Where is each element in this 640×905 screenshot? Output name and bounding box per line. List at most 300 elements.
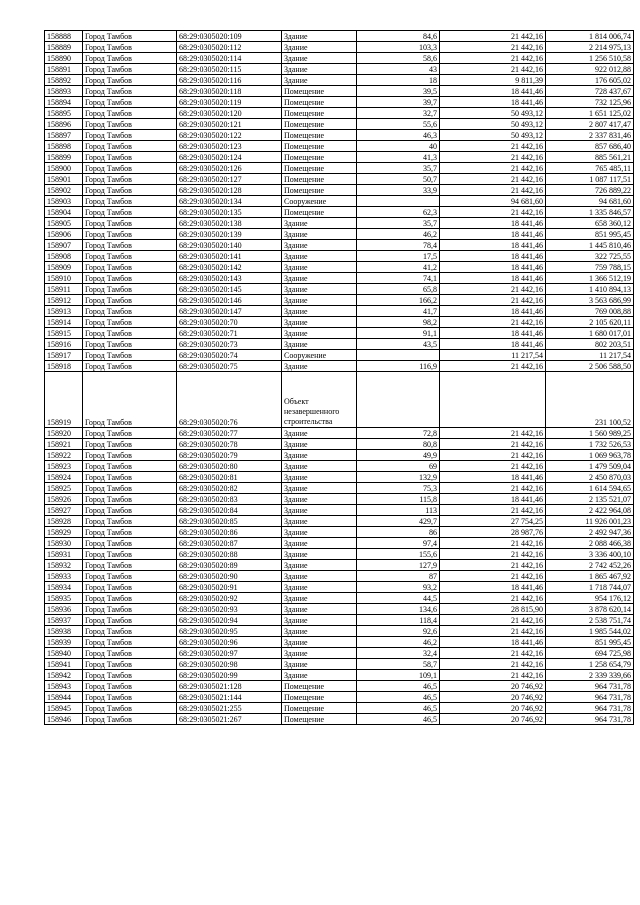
row-number: 158892 <box>45 75 83 86</box>
city-cell: Город Тамбов <box>83 505 177 516</box>
cadastral-value-cell: 802 203,51 <box>546 339 634 350</box>
area-cell: 115,8 <box>357 494 440 505</box>
object-type-cell: Помещение <box>282 703 357 714</box>
unit-price-cell: 21 442,16 <box>440 626 546 637</box>
cadastral-number-cell: 68:29:0305020:135 <box>177 207 282 218</box>
unit-price-cell: 21 442,16 <box>440 207 546 218</box>
cadastral-number-cell: 68:29:0305020:109 <box>177 31 282 42</box>
object-type-cell: Здание <box>282 339 357 350</box>
row-number: 158919 <box>45 372 83 428</box>
unit-price-cell: 21 442,16 <box>440 670 546 681</box>
object-type-cell: Здание <box>282 604 357 615</box>
table-body <box>45 31 634 725</box>
city-cell: Город Тамбов <box>83 571 177 582</box>
table-row <box>45 64 634 75</box>
unit-price-cell: 18 441,46 <box>440 637 546 648</box>
cadastral-value-cell: 3 563 686,99 <box>546 295 634 306</box>
row-number: 158923 <box>45 461 83 472</box>
row-number: 158912 <box>45 295 83 306</box>
table-row <box>45 494 634 505</box>
cadastral-value-cell: 1 732 526,53 <box>546 439 634 450</box>
table-row <box>45 670 634 681</box>
city-cell: Город Тамбов <box>83 163 177 174</box>
cadastral-number-cell: 68:29:0305020:126 <box>177 163 282 174</box>
object-type-cell: Помещение <box>282 692 357 703</box>
object-type-cell: Здание <box>282 461 357 472</box>
cadastral-number-cell: 68:29:0305020:71 <box>177 328 282 339</box>
row-number: 158911 <box>45 284 83 295</box>
object-type-cell: Здание <box>282 571 357 582</box>
city-cell: Город Тамбов <box>83 130 177 141</box>
unit-price-cell: 21 442,16 <box>440 461 546 472</box>
table-row <box>45 527 634 538</box>
city-cell: Город Тамбов <box>83 108 177 119</box>
city-cell: Город Тамбов <box>83 582 177 593</box>
area-cell: 46,2 <box>357 229 440 240</box>
row-number: 158907 <box>45 240 83 251</box>
cadastral-number-cell: 68:29:0305020:95 <box>177 626 282 637</box>
city-cell: Город Тамбов <box>83 240 177 251</box>
cadastral-number-cell: 68:29:0305020:134 <box>177 196 282 207</box>
cadastral-value-cell: 1 087 117,51 <box>546 174 634 185</box>
area-cell: 46,2 <box>357 637 440 648</box>
city-cell: Город Тамбов <box>83 42 177 53</box>
city-cell: Город Тамбов <box>83 119 177 130</box>
area-cell: 55,6 <box>357 119 440 130</box>
row-number: 158945 <box>45 703 83 714</box>
city-cell: Город Тамбов <box>83 659 177 670</box>
cadastral-number-cell: 68:29:0305020:83 <box>177 494 282 505</box>
row-number: 158890 <box>45 53 83 64</box>
city-cell: Город Тамбов <box>83 185 177 196</box>
row-number: 158924 <box>45 472 83 483</box>
table-row <box>45 582 634 593</box>
cadastral-value-cell: 2 422 964,08 <box>546 505 634 516</box>
row-number: 158935 <box>45 593 83 604</box>
cadastral-number-cell: 68:29:0305020:141 <box>177 251 282 262</box>
table-row <box>45 262 634 273</box>
cadastral-value-cell: 2 492 947,36 <box>546 527 634 538</box>
cadastral-value-cell: 1 985 544,02 <box>546 626 634 637</box>
cadastral-value-cell: 1 256 510,58 <box>546 53 634 64</box>
cadastral-number-cell: 68:29:0305020:75 <box>177 361 282 372</box>
cadastral-value-cell: 11 926 001,23 <box>546 516 634 527</box>
unit-price-cell: 18 441,46 <box>440 218 546 229</box>
object-type-cell: Здание <box>282 295 357 306</box>
area-cell: 58,7 <box>357 659 440 670</box>
cadastral-value-cell: 1 335 846,57 <box>546 207 634 218</box>
area-cell: 17,5 <box>357 251 440 262</box>
object-type-cell: Здание <box>282 494 357 505</box>
cadastral-value-cell: 176 605,02 <box>546 75 634 86</box>
object-type-cell: Помещение <box>282 185 357 196</box>
area-cell: 43 <box>357 64 440 75</box>
city-cell: Город Тамбов <box>83 593 177 604</box>
cadastral-number-cell: 68:29:0305020:115 <box>177 64 282 75</box>
row-number: 158931 <box>45 549 83 560</box>
cadastral-value-cell: 857 686,40 <box>546 141 634 152</box>
row-number: 158913 <box>45 306 83 317</box>
table-row <box>45 593 634 604</box>
table-row <box>45 714 634 725</box>
cadastral-number-cell: 68:29:0305021:267 <box>177 714 282 725</box>
object-type-cell: Помещение <box>282 97 357 108</box>
city-cell: Город Тамбов <box>83 670 177 681</box>
cadastral-number-cell: 68:29:0305020:87 <box>177 538 282 549</box>
row-number: 158938 <box>45 626 83 637</box>
object-type-cell: Здание <box>282 317 357 328</box>
object-type-cell: Помещение <box>282 108 357 119</box>
table-row <box>45 516 634 527</box>
unit-price-cell: 21 442,16 <box>440 284 546 295</box>
cadastral-value-cell: 2 807 417,47 <box>546 119 634 130</box>
row-number: 158910 <box>45 273 83 284</box>
object-type-cell: Здание <box>282 439 357 450</box>
cadastral-number-cell: 68:29:0305020:139 <box>177 229 282 240</box>
cadastral-value-cell: 1 814 006,74 <box>546 31 634 42</box>
table-row <box>45 483 634 494</box>
object-type-cell: Здание <box>282 560 357 571</box>
object-type-cell: Здание <box>282 637 357 648</box>
city-cell: Город Тамбов <box>83 648 177 659</box>
object-type-cell: Здание <box>282 284 357 295</box>
cadastral-value-cell: 2 135 521,07 <box>546 494 634 505</box>
table-row <box>45 571 634 582</box>
city-cell: Город Тамбов <box>83 53 177 64</box>
city-cell: Город Тамбов <box>83 472 177 483</box>
cadastral-value-cell: 1 366 512,19 <box>546 273 634 284</box>
object-type-cell: Здание <box>282 240 357 251</box>
cadastral-value-cell: 922 012,88 <box>546 64 634 75</box>
unit-price-cell: 21 442,16 <box>440 42 546 53</box>
city-cell: Город Тамбов <box>83 714 177 725</box>
object-type-cell: Помещение <box>282 681 357 692</box>
cadastral-value-cell: 94 681,60 <box>546 196 634 207</box>
cadastral-number-cell: 68:29:0305020:140 <box>177 240 282 251</box>
cadastral-number-cell: 68:29:0305020:82 <box>177 483 282 494</box>
area-cell: 166,2 <box>357 295 440 306</box>
cadastral-value-cell: 964 731,78 <box>546 681 634 692</box>
area-cell: 97,4 <box>357 538 440 549</box>
cadastral-number-cell: 68:29:0305020:70 <box>177 317 282 328</box>
unit-price-cell: 20 746,92 <box>440 692 546 703</box>
table-row <box>45 615 634 626</box>
city-cell: Город Тамбов <box>83 31 177 42</box>
area-cell: 86 <box>357 527 440 538</box>
area-cell: 39,7 <box>357 97 440 108</box>
object-type-cell: Помещение <box>282 714 357 725</box>
table-row <box>45 703 634 714</box>
table-row <box>45 361 634 372</box>
table-row <box>45 339 634 350</box>
table-row <box>45 141 634 152</box>
object-type-cell: Здание <box>282 450 357 461</box>
cadastral-value-cell: 851 995,45 <box>546 637 634 648</box>
table-row <box>45 284 634 295</box>
table-row <box>45 218 634 229</box>
city-cell: Город Тамбов <box>83 273 177 284</box>
city-cell: Город Тамбов <box>83 141 177 152</box>
object-type-cell: Здание <box>282 472 357 483</box>
unit-price-cell: 18 441,46 <box>440 582 546 593</box>
unit-price-cell: 27 754,25 <box>440 516 546 527</box>
city-cell: Город Тамбов <box>83 615 177 626</box>
area-cell: 58,6 <box>357 53 440 64</box>
area-cell: 62,3 <box>357 207 440 218</box>
cadastral-value-cell: 954 176,12 <box>546 593 634 604</box>
object-type-cell: Здание <box>282 648 357 659</box>
object-type-cell: Здание <box>282 659 357 670</box>
city-cell: Город Тамбов <box>83 284 177 295</box>
area-cell: 33,9 <box>357 185 440 196</box>
table-row <box>45 196 634 207</box>
area-cell: 118,4 <box>357 615 440 626</box>
city-cell: Город Тамбов <box>83 64 177 75</box>
cadastral-value-cell: 964 731,78 <box>546 714 634 725</box>
row-number: 158896 <box>45 119 83 130</box>
unit-price-cell: 21 442,16 <box>440 439 546 450</box>
unit-price-cell: 21 442,16 <box>440 593 546 604</box>
object-type-cell: Помещение <box>282 163 357 174</box>
city-cell: Город Тамбов <box>83 538 177 549</box>
city-cell: Город Тамбов <box>83 152 177 163</box>
table-row <box>45 207 634 218</box>
area-cell: 41,7 <box>357 306 440 317</box>
unit-price-cell: 21 442,16 <box>440 317 546 328</box>
cadastral-value-cell: 765 485,11 <box>546 163 634 174</box>
unit-price-cell: 18 441,46 <box>440 229 546 240</box>
area-cell: 75,3 <box>357 483 440 494</box>
table-row <box>45 637 634 648</box>
object-type-cell: Здание <box>282 328 357 339</box>
city-cell: Город Тамбов <box>83 560 177 571</box>
row-number: 158944 <box>45 692 83 703</box>
area-cell <box>357 350 440 361</box>
row-number: 158893 <box>45 86 83 97</box>
row-number: 158927 <box>45 505 83 516</box>
cadastral-number-cell: 68:29:0305020:92 <box>177 593 282 604</box>
area-cell: 84,6 <box>357 31 440 42</box>
cadastral-number-cell: 68:29:0305020:145 <box>177 284 282 295</box>
area-cell: 74,1 <box>357 273 440 284</box>
cadastral-value-cell: 2 506 588,50 <box>546 361 634 372</box>
cadastral-number-cell: 68:29:0305020:123 <box>177 141 282 152</box>
cadastral-number-cell: 68:29:0305020:118 <box>177 86 282 97</box>
cadastral-value-cell: 1 560 989,25 <box>546 428 634 439</box>
cadastral-value-table <box>44 30 634 725</box>
row-number: 158902 <box>45 185 83 196</box>
object-type-cell: Здание <box>282 549 357 560</box>
cadastral-number-cell: 68:29:0305020:112 <box>177 42 282 53</box>
cadastral-number-cell: 68:29:0305021:255 <box>177 703 282 714</box>
unit-price-cell: 21 442,16 <box>440 549 546 560</box>
table-row <box>45 152 634 163</box>
city-cell: Город Тамбов <box>83 494 177 505</box>
area-cell: 32,7 <box>357 108 440 119</box>
area-cell: 46,5 <box>357 681 440 692</box>
cadastral-value-cell: 1 258 654,79 <box>546 659 634 670</box>
object-type-cell: Здание <box>282 53 357 64</box>
city-cell: Город Тамбов <box>83 229 177 240</box>
cadastral-value-cell: 231 100,52 <box>546 372 634 428</box>
cadastral-number-cell: 68:29:0305020:96 <box>177 637 282 648</box>
area-cell: 32,4 <box>357 648 440 659</box>
unit-price-cell: 21 442,16 <box>440 31 546 42</box>
object-type-cell: Здание <box>282 483 357 494</box>
table-row <box>45 450 634 461</box>
row-number: 158937 <box>45 615 83 626</box>
row-number: 158908 <box>45 251 83 262</box>
area-cell: 46,3 <box>357 130 440 141</box>
cadastral-number-cell: 68:29:0305020:89 <box>177 560 282 571</box>
object-type-cell: Сооружение <box>282 350 357 361</box>
table-row <box>45 119 634 130</box>
area-cell: 93,2 <box>357 582 440 593</box>
cadastral-number-cell: 68:29:0305020:74 <box>177 350 282 361</box>
area-cell: 41,3 <box>357 152 440 163</box>
area-cell: 429,7 <box>357 516 440 527</box>
row-number: 158899 <box>45 152 83 163</box>
cadastral-value-cell: 2 088 466,38 <box>546 538 634 549</box>
row-number: 158939 <box>45 637 83 648</box>
row-number: 158891 <box>45 64 83 75</box>
unit-price-cell: 18 441,46 <box>440 262 546 273</box>
table-row <box>45 174 634 185</box>
object-type-cell: Помещение <box>282 130 357 141</box>
unit-price-cell: 20 746,92 <box>440 714 546 725</box>
city-cell: Город Тамбов <box>83 439 177 450</box>
city-cell: Город Тамбов <box>83 703 177 714</box>
cadastral-number-cell: 68:29:0305021:128 <box>177 681 282 692</box>
unit-price-cell: 21 442,16 <box>440 295 546 306</box>
cadastral-value-cell: 2 450 870,03 <box>546 472 634 483</box>
row-number: 158909 <box>45 262 83 273</box>
table-row <box>45 163 634 174</box>
area-cell: 40 <box>357 141 440 152</box>
object-type-cell: Помещение <box>282 141 357 152</box>
unit-price-cell: 18 441,46 <box>440 86 546 97</box>
cadastral-value-cell: 732 125,96 <box>546 97 634 108</box>
unit-price-cell: 21 442,16 <box>440 659 546 670</box>
city-cell: Город Тамбов <box>83 483 177 494</box>
city-cell: Город Тамбов <box>83 97 177 108</box>
cadastral-value-cell: 728 437,67 <box>546 86 634 97</box>
object-type-cell: Помещение <box>282 174 357 185</box>
unit-price-cell: 21 442,16 <box>440 483 546 494</box>
object-type-cell: Здание <box>282 428 357 439</box>
cadastral-value-cell: 1 479 509,04 <box>546 461 634 472</box>
cadastral-number-cell: 68:29:0305020:91 <box>177 582 282 593</box>
cadastral-value-cell: 1 445 810,46 <box>546 240 634 251</box>
object-type-cell: Здание <box>282 527 357 538</box>
city-cell: Город Тамбов <box>83 450 177 461</box>
row-number: 158918 <box>45 361 83 372</box>
table-row <box>45 560 634 571</box>
table-row <box>45 549 634 560</box>
unit-price-cell: 21 442,16 <box>440 152 546 163</box>
unit-price-cell: 18 441,46 <box>440 240 546 251</box>
unit-price-cell: 18 441,46 <box>440 328 546 339</box>
object-type-cell: Здание <box>282 593 357 604</box>
table-row <box>45 75 634 86</box>
area-cell: 39,5 <box>357 86 440 97</box>
city-cell: Город Тамбов <box>83 428 177 439</box>
unit-price-cell: 18 441,46 <box>440 97 546 108</box>
table-row <box>45 317 634 328</box>
unit-price-cell: 50 493,12 <box>440 130 546 141</box>
cadastral-number-cell: 68:29:0305021:144 <box>177 692 282 703</box>
table-row <box>45 86 634 97</box>
row-number: 158922 <box>45 450 83 461</box>
table-row <box>45 130 634 141</box>
area-cell: 134,6 <box>357 604 440 615</box>
row-number: 158889 <box>45 42 83 53</box>
city-cell: Город Тамбов <box>83 75 177 86</box>
cadastral-number-cell: 68:29:0305020:76 <box>177 372 282 428</box>
unit-price-cell: 21 442,16 <box>440 560 546 571</box>
object-type-cell: Здание <box>282 582 357 593</box>
table-row <box>45 472 634 483</box>
cadastral-value-cell: 2 742 452,26 <box>546 560 634 571</box>
cadastral-value-cell: 1 069 963,78 <box>546 450 634 461</box>
unit-price-cell: 21 442,16 <box>440 648 546 659</box>
city-cell: Город Тамбов <box>83 218 177 229</box>
object-type-cell: Здание <box>282 218 357 229</box>
city-cell: Город Тамбов <box>83 339 177 350</box>
table-row <box>45 306 634 317</box>
area-cell: 46,5 <box>357 703 440 714</box>
cadastral-number-cell: 68:29:0305020:80 <box>177 461 282 472</box>
row-number: 158900 <box>45 163 83 174</box>
object-type-cell: Здание <box>282 505 357 516</box>
city-cell: Город Тамбов <box>83 372 177 428</box>
area-cell: 50,7 <box>357 174 440 185</box>
area-cell: 46,5 <box>357 692 440 703</box>
city-cell: Город Тамбов <box>83 251 177 262</box>
cadastral-number-cell: 68:29:0305020:122 <box>177 130 282 141</box>
city-cell: Город Тамбов <box>83 692 177 703</box>
object-type-cell: Здание <box>282 670 357 681</box>
cadastral-value-cell: 3 336 400,10 <box>546 549 634 560</box>
unit-price-cell: 28 815,90 <box>440 604 546 615</box>
object-type-cell: Помещение <box>282 152 357 163</box>
city-cell: Город Тамбов <box>83 306 177 317</box>
object-type-cell: Здание <box>282 306 357 317</box>
row-number: 158917 <box>45 350 83 361</box>
cadastral-number-cell: 68:29:0305020:120 <box>177 108 282 119</box>
area-cell: 46,5 <box>357 714 440 725</box>
table-row <box>45 505 634 516</box>
cadastral-value-cell: 2 214 975,13 <box>546 42 634 53</box>
area-cell <box>357 372 440 428</box>
cadastral-number-cell: 68:29:0305020:94 <box>177 615 282 626</box>
table-row <box>45 439 634 450</box>
unit-price-cell: 21 442,16 <box>440 571 546 582</box>
row-number: 158914 <box>45 317 83 328</box>
unit-price-cell: 21 442,16 <box>440 505 546 516</box>
city-cell: Город Тамбов <box>83 516 177 527</box>
cadastral-number-cell: 68:29:0305020:78 <box>177 439 282 450</box>
row-number: 158904 <box>45 207 83 218</box>
city-cell: Город Тамбов <box>83 317 177 328</box>
area-cell: 98,2 <box>357 317 440 328</box>
unit-price-cell <box>440 372 546 428</box>
area-cell: 116,9 <box>357 361 440 372</box>
area-cell: 87 <box>357 571 440 582</box>
cadastral-value-cell: 851 995,45 <box>546 229 634 240</box>
object-type-cell: Здание <box>282 538 357 549</box>
unit-price-cell: 20 746,92 <box>440 703 546 714</box>
